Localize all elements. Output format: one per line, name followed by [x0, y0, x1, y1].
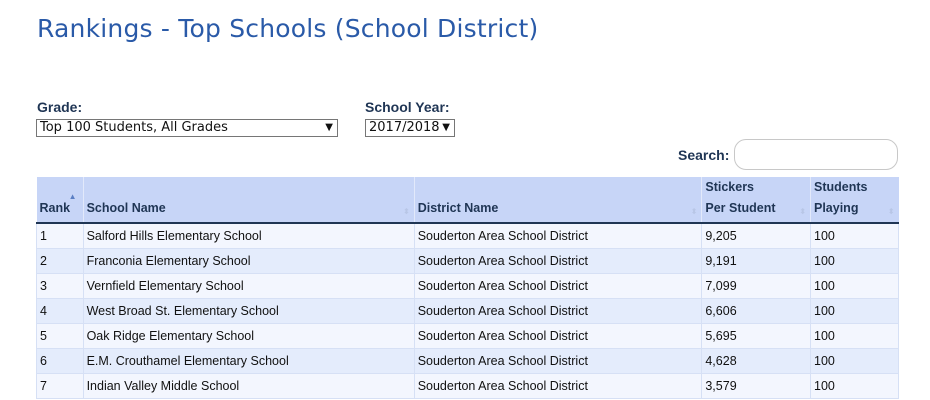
cell-district-name: Souderton Area School District [414, 349, 702, 374]
cell-rank: 6 [37, 349, 84, 374]
triangle-down-icon: ▼ [325, 122, 333, 133]
cell-district-name: Souderton Area School District [414, 299, 702, 324]
table-row [37, 223, 899, 249]
cell-school-name: Franconia Elementary School [83, 249, 414, 274]
sort-unsorted-icon: ⬍ [402, 207, 410, 216]
column-header-label: Students [814, 180, 868, 194]
school-year-label: School Year: [365, 99, 450, 115]
cell-stickers-per-student: 5,695 [702, 324, 811, 349]
grade-label: Grade: [37, 99, 83, 115]
cell-school-name: Oak Ridge Elementary School [83, 324, 414, 349]
cell-school-name: West Broad St. Elementary School [83, 299, 414, 324]
table-row [37, 274, 899, 299]
cell-stickers-per-student: 4,628 [702, 349, 811, 374]
table-row [37, 249, 899, 274]
column-header-rank[interactable] [37, 177, 84, 223]
cell-rank: 2 [37, 249, 84, 274]
cell-rank: 4 [37, 299, 84, 324]
cell-school-name: E.M. Crouthamel Elementary School [83, 349, 414, 374]
column-header-label: District Name [417, 201, 499, 215]
cell-students-playing: 100 [811, 349, 899, 374]
sort-unsorted-icon: ⬍ [690, 207, 698, 216]
table-row [37, 324, 899, 349]
table-header-row [37, 177, 899, 223]
cell-rank: 3 [37, 274, 84, 299]
column-header-stickers-per-student[interactable] [702, 177, 811, 223]
cell-students-playing: 100 [811, 223, 899, 249]
cell-district-name: Souderton Area School District [414, 223, 702, 249]
cell-district-name: Souderton Area School District [414, 249, 702, 274]
cell-stickers-per-student: 7,099 [702, 274, 811, 299]
cell-stickers-per-student: 3,579 [702, 374, 811, 399]
sort-unsorted-icon: ⬍ [887, 207, 895, 216]
cell-school-name: Vernfield Elementary School [83, 274, 414, 299]
column-header-label: Per Student [705, 201, 776, 215]
cell-stickers-per-student: 6,606 [702, 299, 811, 324]
grade-select-value: Top 100 Students, All Grades [40, 120, 228, 135]
cell-district-name: Souderton Area School District [414, 324, 702, 349]
column-header-district-name[interactable] [414, 177, 702, 223]
search-label: Search: [678, 147, 730, 163]
cell-rank: 7 [37, 374, 84, 399]
sort-unsorted-icon: ⬍ [799, 207, 806, 216]
cell-rank: 5 [37, 324, 84, 349]
triangle-down-icon: ▼ [442, 122, 450, 133]
page-title: Rankings - Top Schools (School District) [37, 14, 539, 43]
cell-students-playing: 100 [811, 249, 899, 274]
rankings-table [36, 177, 899, 399]
search-input[interactable] [734, 139, 898, 170]
cell-district-name: Souderton Area School District [414, 274, 702, 299]
grade-select[interactable] [36, 119, 338, 137]
cell-students-playing: 100 [811, 274, 899, 299]
cell-district-name: Souderton Area School District [414, 374, 702, 399]
column-header-label: Stickers [705, 180, 755, 194]
table-row [37, 374, 899, 399]
table-row [37, 299, 899, 324]
cell-rank: 1 [37, 223, 84, 249]
table-row [37, 349, 899, 374]
column-header-label: Playing [814, 201, 859, 215]
column-header-label: Rank [39, 201, 71, 215]
column-header-label: School Name [86, 201, 166, 215]
cell-school-name: Salford Hills Elementary School [83, 223, 414, 249]
school-year-select-value: 2017/2018 [369, 120, 440, 135]
cell-stickers-per-student: 9,191 [702, 249, 811, 274]
school-year-select[interactable] [365, 119, 455, 137]
cell-students-playing: 100 [811, 324, 899, 349]
cell-students-playing: 100 [811, 374, 899, 399]
column-header-students-playing[interactable] [811, 177, 899, 223]
sort-ascending-icon: ▲ [68, 192, 77, 201]
cell-school-name: Indian Valley Middle School [83, 374, 414, 399]
column-header-school-name[interactable] [83, 177, 414, 223]
cell-stickers-per-student: 9,205 [702, 223, 811, 249]
cell-students-playing: 100 [811, 299, 899, 324]
